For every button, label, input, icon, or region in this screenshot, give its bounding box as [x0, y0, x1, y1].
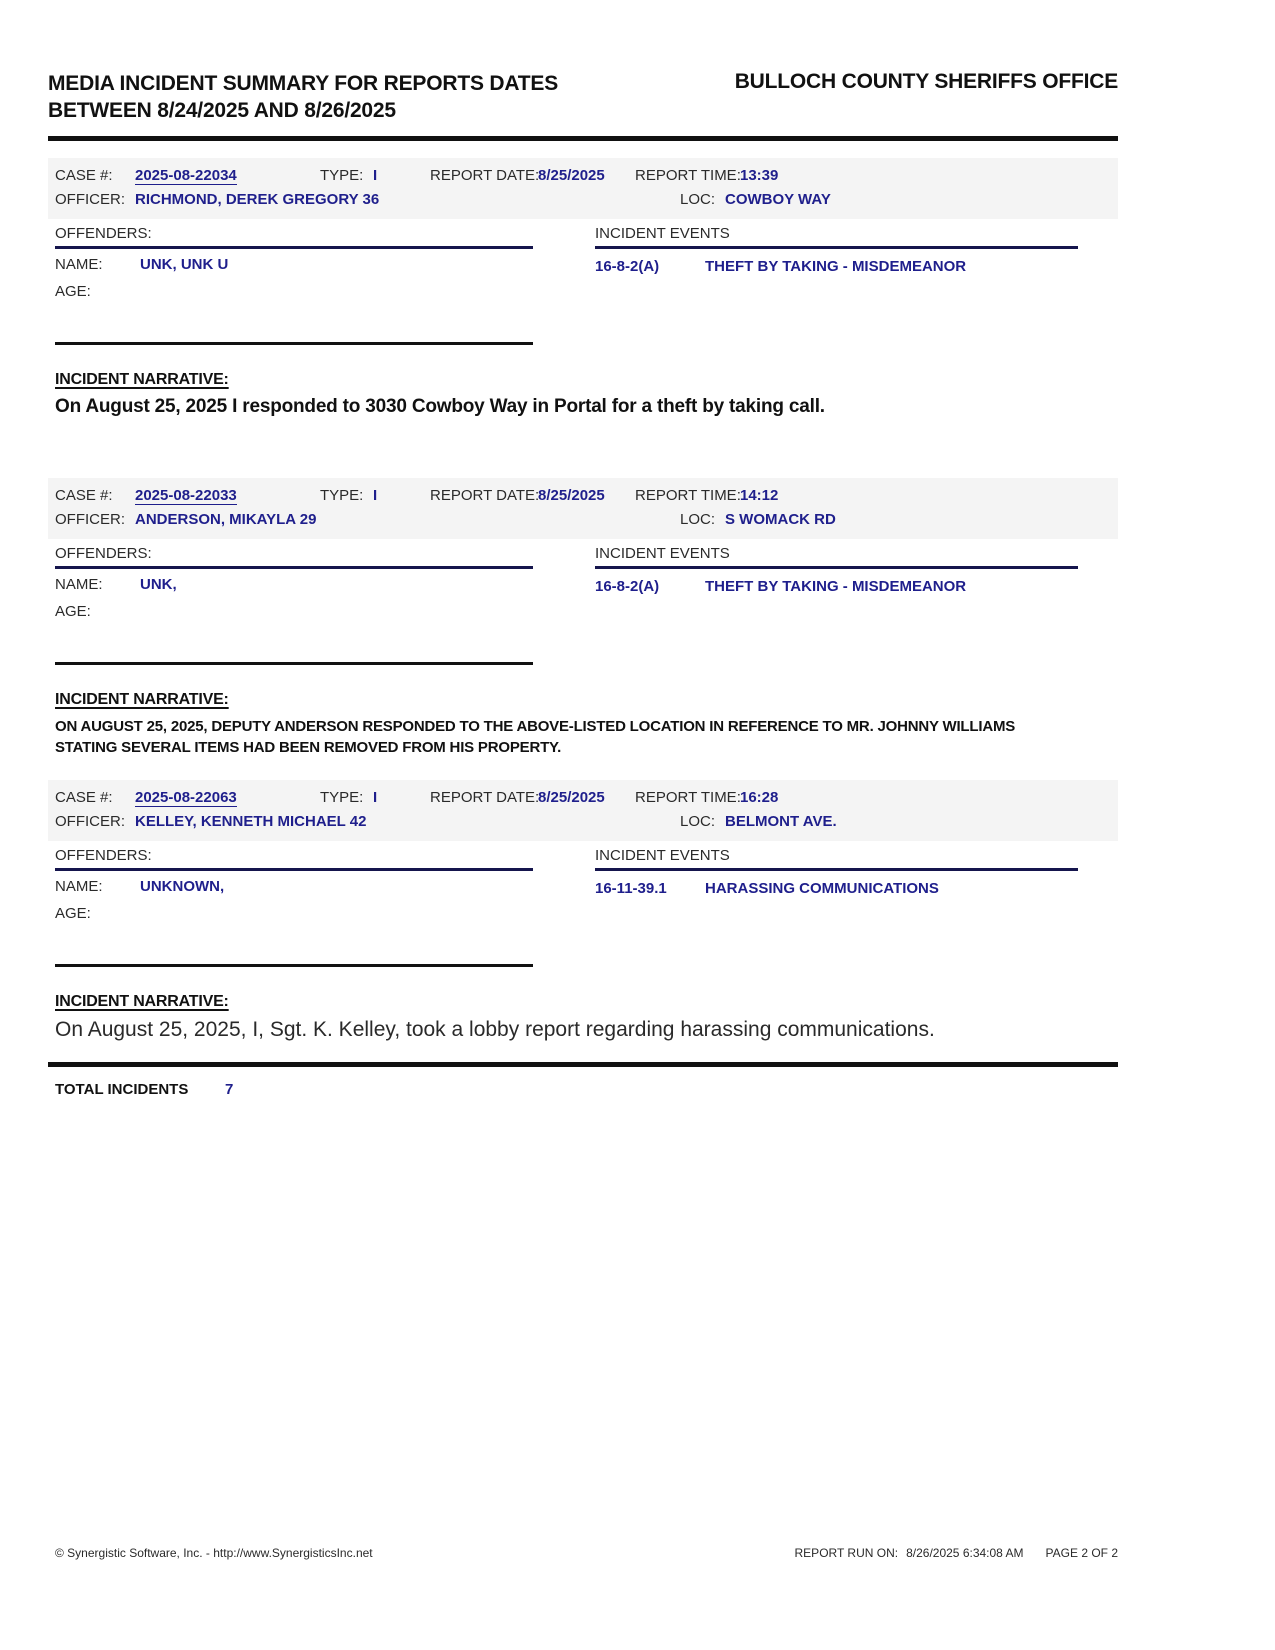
name-label: NAME: [55, 256, 103, 273]
agency-name: BULLOCH COUNTY SHERIFFS OFFICE [734, 70, 1118, 93]
incident-events-column [595, 225, 1078, 276]
incident-record-2 [48, 478, 1118, 758]
report-time-label: REPORT TIME: [635, 487, 741, 504]
report-date-label: REPORT DATE: [430, 789, 540, 806]
loc-value: COWBOY WAY [725, 191, 831, 208]
offenders-rule [55, 246, 533, 249]
loc-value: S WOMACK RD [725, 511, 836, 528]
report-time-label: REPORT TIME: [635, 167, 741, 184]
offenders-column [55, 847, 533, 925]
loc-value: BELMONT AVE. [725, 813, 837, 830]
case-number-link[interactable]: 2025-08-22033 [135, 487, 237, 504]
case-number-link[interactable]: 2025-08-22034 [135, 167, 237, 184]
offenders-column [55, 225, 533, 303]
offenders-close-rule [55, 662, 533, 665]
total-incidents-label: TOTAL INCIDENTS [55, 1081, 189, 1098]
case-header [48, 780, 1118, 841]
report-date-label: REPORT DATE: [430, 167, 540, 184]
incident-events-label: INCIDENT EVENTS [595, 847, 730, 864]
narrative-heading: INCIDENT NARRATIVE: [55, 691, 229, 708]
incident-events-rule [595, 868, 1078, 871]
offender-name-value: UNK, UNK U [140, 256, 229, 273]
name-label: NAME: [55, 576, 103, 593]
narrative-text: On August 25, 2025, I, Sgt. K. Kelley, took a lobby report regarding harassing communications. [55, 1018, 935, 1041]
officer-value: KELLEY, KENNETH MICHAEL 42 [135, 813, 367, 830]
loc-label: LOC: [680, 191, 716, 208]
report-run-value: 8/26/2025 6:34:08 AM [906, 1546, 1024, 1560]
event-description: THEFT BY TAKING - MISDEMEANOR [705, 578, 967, 595]
incident-record-3 [48, 780, 1118, 1042]
report-time-value: 14:12 [740, 487, 779, 504]
event-code: 16-8-2(A) [595, 258, 660, 275]
narrative-heading: INCIDENT NARRATIVE: [55, 371, 229, 388]
report-date-value: 8/25/2025 [538, 167, 605, 184]
offenders-label: OFFENDERS: [55, 847, 152, 864]
offender-name-value: UNK, [140, 576, 177, 593]
loc-label: LOC: [680, 511, 716, 528]
report-title-line1: MEDIA INCIDENT SUMMARY FOR REPORTS DATES [48, 72, 559, 95]
report-title-line2: BETWEEN 8/24/2025 AND 8/26/2025 [48, 99, 396, 122]
case-number-link[interactable]: 2025-08-22063 [135, 789, 237, 806]
page-number: PAGE 2 OF 2 [1045, 1546, 1118, 1560]
total-incidents [48, 1079, 1118, 1103]
report-date-label: REPORT DATE: [430, 487, 540, 504]
case-label: CASE #: [55, 789, 113, 806]
name-label: NAME: [55, 878, 103, 895]
type-label: TYPE: [320, 167, 364, 184]
type-value: I [373, 167, 378, 184]
report-time-label: REPORT TIME: [635, 789, 741, 806]
officer-value: RICHMOND, DEREK GREGORY 36 [135, 191, 380, 208]
footer-copyright: © Synergistic Software, Inc. - http://www.SynergisticsInc.net [55, 1546, 373, 1560]
officer-label: OFFICER: [55, 813, 125, 830]
total-incidents-value: 7 [225, 1081, 234, 1098]
incident-record-1 [48, 158, 1118, 418]
report-date-value: 8/25/2025 [538, 789, 605, 806]
case-header [48, 158, 1118, 219]
offenders-close-rule [55, 964, 533, 967]
age-label: AGE: [55, 905, 91, 922]
report-run-label: REPORT RUN ON: [794, 1546, 899, 1560]
header-divider [48, 136, 1118, 141]
case-header [48, 478, 1118, 539]
narrative-text: ON AUGUST 25, 2025, DEPUTY ANDERSON RESPONDED TO THE ABOVE-LISTED LOCATION IN REFERENCE TO MR. JOHNNY WILLIAMS STATING SEVERAL ITEMS HAD BEEN REMOVED FROM HIS PROPERTY. [55, 718, 1016, 756]
total-divider [48, 1062, 1118, 1067]
officer-label: OFFICER: [55, 511, 125, 528]
incident-events-column [595, 847, 1078, 898]
offenders-close-rule [55, 342, 533, 345]
incident-events-rule [595, 566, 1078, 569]
report-date-value: 8/25/2025 [538, 487, 605, 504]
event-code: 16-8-2(A) [595, 578, 660, 595]
report-time-value: 13:39 [740, 167, 779, 184]
age-label: AGE: [55, 283, 91, 300]
offenders-rule [55, 868, 533, 871]
type-label: TYPE: [320, 789, 364, 806]
case-label: CASE #: [55, 487, 113, 504]
officer-label: OFFICER: [55, 191, 125, 208]
page-footer [55, 1546, 1118, 1560]
event-code: 16-11-39.1 [595, 880, 667, 897]
narrative-heading: INCIDENT NARRATIVE: [55, 993, 229, 1010]
incident-events-column [595, 545, 1078, 596]
offenders-label: OFFENDERS: [55, 225, 152, 242]
offenders-rule [55, 566, 533, 569]
report-time-value: 16:28 [740, 789, 779, 806]
offenders-column [55, 545, 533, 623]
narrative-text: On August 25, 2025 I responded to 3030 Cowboy Way in Portal for a theft by taking call. [55, 396, 825, 417]
report-title [48, 70, 558, 124]
incident-events-label: INCIDENT EVENTS [595, 545, 730, 562]
incident-events-label: INCIDENT EVENTS [595, 225, 730, 242]
event-description: HARASSING COMMUNICATIONS [705, 880, 939, 897]
event-description: THEFT BY TAKING - MISDEMEANOR [705, 258, 967, 275]
incident-events-rule [595, 246, 1078, 249]
age-label: AGE: [55, 603, 91, 620]
case-label: CASE #: [55, 167, 113, 184]
type-label: TYPE: [320, 487, 364, 504]
offender-name-value: UNKNOWN, [140, 878, 225, 895]
report-header [48, 0, 1118, 124]
type-value: I [373, 789, 378, 806]
officer-value: ANDERSON, MIKAYLA 29 [135, 511, 317, 528]
offenders-label: OFFENDERS: [55, 545, 152, 562]
type-value: I [373, 487, 378, 504]
loc-label: LOC: [680, 813, 716, 830]
